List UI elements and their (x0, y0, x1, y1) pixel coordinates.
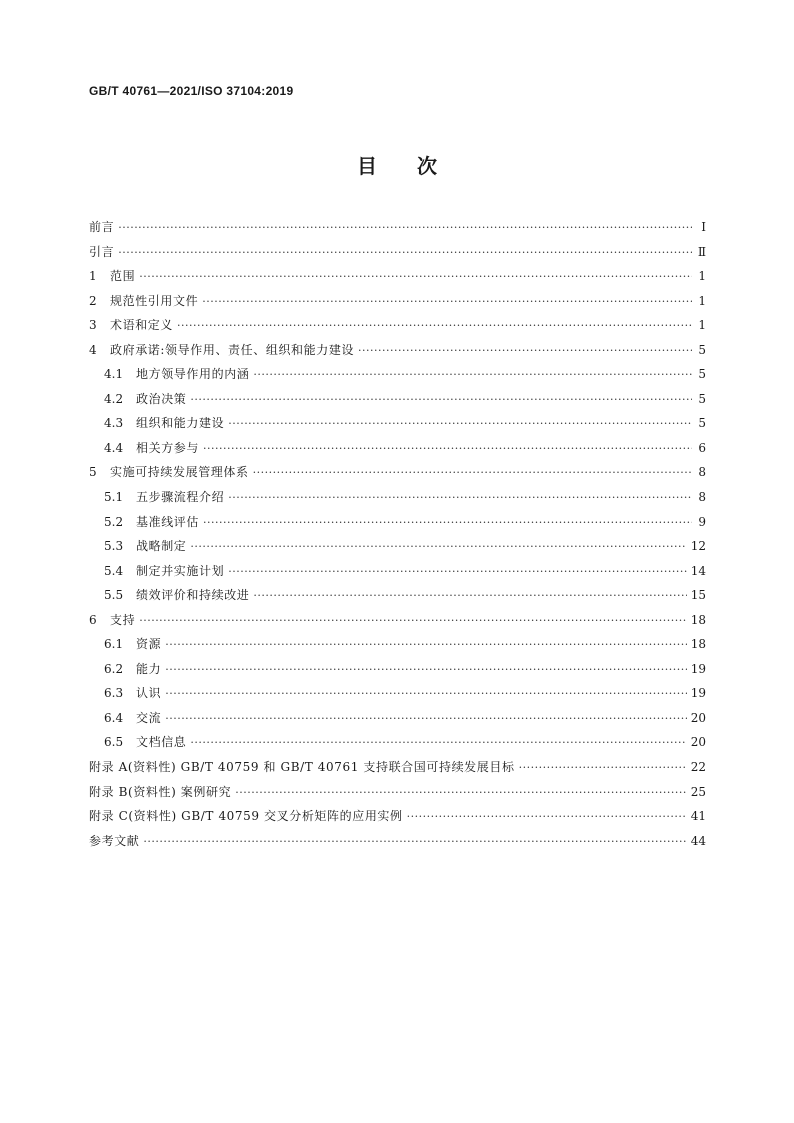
toc-entry-page: Ⅱ (697, 244, 706, 259)
toc-entry-number: 4.3 (104, 416, 124, 431)
toc-entry[interactable] (89, 559, 706, 584)
toc-entry-number: 6.4 (104, 710, 124, 725)
toc-dot-leader (203, 437, 692, 461)
toc-entry-page: 5 (698, 342, 706, 357)
toc-entry-page: 15 (690, 588, 706, 603)
toc-entry[interactable] (89, 829, 706, 854)
toc-entry-label: 附录 B(资料性) 案例研究 (89, 784, 232, 799)
toc-entry-number: 4.2 (104, 391, 124, 406)
toc-entry[interactable] (89, 240, 706, 265)
toc-entry-page: 44 (690, 833, 706, 848)
toc-entry-page: 1 (698, 269, 706, 284)
toc-entry-label: 政治决策 (136, 391, 187, 406)
toc-entry[interactable] (89, 730, 706, 755)
toc-entry-page: 14 (690, 563, 706, 578)
toc-entry-number: 5 (89, 465, 97, 480)
toc-entry-number: 4.1 (104, 367, 124, 382)
toc-dot-leader (139, 265, 692, 289)
toc-entry-number: 6.2 (104, 661, 124, 676)
toc-entry-page: 18 (690, 637, 706, 652)
toc-dot-leader (253, 363, 692, 387)
toc-entry-label: 支持 (110, 612, 136, 627)
toc-entry-page: 19 (690, 661, 706, 676)
toc-entry-label: 基准线评估 (136, 514, 200, 529)
toc-entry-label: 引言 (89, 244, 115, 259)
toc-entry[interactable] (89, 755, 706, 780)
toc-entry-number: 5.1 (104, 490, 124, 505)
toc-dot-leader (228, 412, 692, 436)
toc-entry-page: 5 (698, 391, 706, 406)
toc-entry-page: 1 (698, 293, 706, 308)
toc-entry[interactable] (89, 289, 706, 314)
toc-dot-leader (228, 560, 687, 584)
toc-entry-label: 术语和定义 (110, 318, 174, 333)
toc-entry-label: 前言 (89, 220, 115, 234)
toc-dot-leader (190, 731, 686, 755)
toc-dot-leader (165, 682, 687, 706)
toc-entry[interactable] (89, 706, 706, 731)
toc-entry-label: 认识 (136, 686, 162, 701)
toc-entry-number: 4 (89, 342, 97, 357)
toc-entry-number: 6 (89, 612, 97, 627)
toc-dot-leader (143, 830, 686, 854)
table-of-contents (89, 215, 706, 853)
toc-dot-leader (228, 486, 692, 510)
toc-entry-label: 交流 (136, 710, 162, 725)
toc-dot-leader (202, 290, 692, 314)
toc-entry[interactable] (89, 338, 706, 363)
toc-entry[interactable] (89, 362, 706, 387)
page-title (0, 150, 794, 179)
toc-entry-page: 8 (698, 490, 706, 505)
toc-entry-page: 22 (690, 760, 706, 775)
toc-dot-leader (190, 388, 692, 412)
toc-dot-leader (253, 584, 686, 608)
title-part-1: 目 (357, 154, 377, 178)
toc-entry[interactable] (89, 215, 706, 240)
toc-dot-leader (177, 314, 692, 338)
toc-entry[interactable] (89, 436, 706, 461)
toc-entry-page: 19 (690, 686, 706, 701)
toc-entry-label: 附录 A(资料性) GB/T 40759 和 GB/T 40761 支持联合国可持续发展目标 (89, 760, 515, 775)
toc-entry-number: 3 (89, 318, 97, 333)
toc-entry-page: 20 (690, 735, 706, 750)
toc-dot-leader (235, 781, 687, 805)
toc-entry[interactable] (89, 510, 706, 535)
toc-entry-label: 范围 (110, 269, 136, 284)
toc-entry[interactable] (89, 681, 706, 706)
toc-entry-label: 制定并实施计划 (136, 563, 225, 578)
toc-dot-leader (519, 756, 687, 780)
toc-dot-leader (253, 461, 692, 485)
toc-dot-leader (139, 609, 687, 633)
toc-entry-number: 4.4 (104, 440, 124, 455)
toc-entry-number: 6.1 (104, 637, 124, 652)
toc-dot-leader (190, 535, 686, 559)
toc-entry-number: 5.2 (104, 514, 124, 529)
toc-entry-page: 1 (698, 318, 706, 333)
title-part-2: 次 (417, 154, 437, 178)
toc-entry[interactable] (89, 657, 706, 682)
toc-entry[interactable] (89, 313, 706, 338)
toc-dot-leader (203, 511, 692, 535)
toc-entry-label: 实施可持续发展管理体系 (110, 465, 249, 480)
standard-number-header: GB/T 40761—2021/ISO 37104:2019 (89, 84, 294, 98)
toc-entry-number: 1 (89, 269, 97, 284)
toc-entry[interactable] (89, 460, 706, 485)
toc-entry-label: 规范性引用文件 (110, 293, 199, 308)
toc-entry-number: 5.5 (104, 588, 124, 603)
toc-entry-label: 能力 (136, 661, 162, 676)
toc-entry[interactable] (89, 534, 706, 559)
toc-entry[interactable] (89, 387, 706, 412)
toc-dot-leader (407, 805, 687, 829)
toc-entry[interactable] (89, 632, 706, 657)
toc-entry-number: 6.3 (104, 686, 124, 701)
toc-entry-number: 2 (89, 293, 97, 308)
toc-entry-label: 战略制定 (136, 539, 187, 554)
toc-entry-page: 5 (698, 416, 706, 431)
toc-entry-label: 资源 (136, 637, 162, 652)
toc-entry-label: 相关方参与 (136, 440, 200, 455)
toc-entry-page: 41 (690, 809, 706, 824)
toc-entry-label: 绩效评价和持续改进 (136, 588, 250, 603)
toc-dot-leader (165, 707, 687, 731)
toc-entry[interactable] (89, 583, 706, 608)
toc-entry-page: 18 (690, 612, 706, 627)
toc-entry-label: 附录 C(资料性) GB/T 40759 交叉分析矩阵的应用实例 (89, 809, 403, 824)
toc-entry-label: 组织和能力建设 (136, 416, 225, 431)
toc-entry[interactable] (89, 411, 706, 436)
toc-entry-label: 文档信息 (136, 735, 187, 750)
toc-dot-leader (118, 241, 692, 265)
toc-entry-label: 政府承诺:领导作用、责任、组织和能力建设 (110, 342, 355, 357)
toc-entry-label: 参考文献 (89, 833, 140, 848)
toc-entry-page: 9 (698, 514, 706, 529)
toc-entry-number: 5.3 (104, 539, 124, 554)
toc-entry[interactable] (89, 608, 706, 633)
toc-entry-number: 6.5 (104, 735, 124, 750)
toc-entry-page: Ⅰ (701, 220, 706, 234)
toc-entry-page: 12 (690, 539, 706, 554)
toc-entry-page: 20 (690, 710, 706, 725)
toc-entry[interactable] (89, 780, 706, 805)
toc-entry[interactable] (89, 264, 706, 289)
toc-dot-leader (118, 216, 692, 240)
toc-entry-number: 5.4 (104, 563, 124, 578)
toc-entry-label: 地方领导作用的内涵 (136, 367, 250, 382)
toc-entry-page: 25 (690, 784, 706, 799)
toc-dot-leader (358, 339, 692, 363)
toc-entry-page: 8 (698, 465, 706, 480)
toc-entry[interactable] (89, 485, 706, 510)
toc-dot-leader (165, 633, 687, 657)
toc-entry-page: 5 (698, 367, 706, 382)
toc-dot-leader (165, 658, 687, 682)
toc-entry-label: 五步骤流程介绍 (136, 490, 225, 505)
toc-entry-page: 6 (698, 440, 706, 455)
toc-entry[interactable] (89, 804, 706, 829)
